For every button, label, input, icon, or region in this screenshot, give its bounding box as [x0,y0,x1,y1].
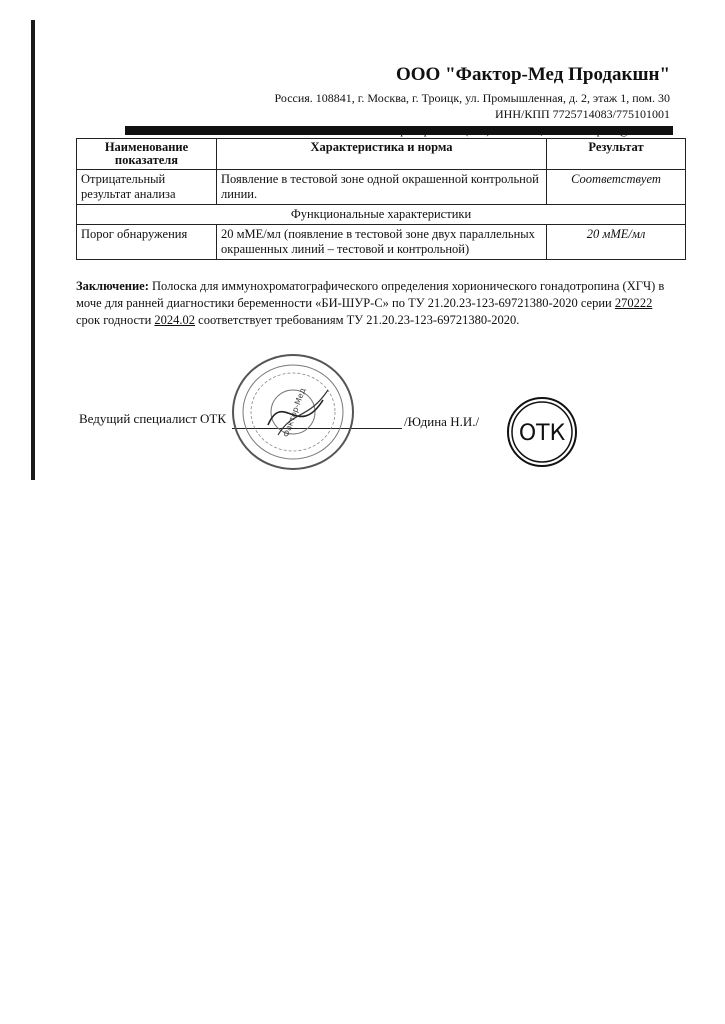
spec-table [76,138,686,260]
row-norm: 20 мМЕ/мл (появление в тестовой зоне двух параллельных окрашенных линий – тестовой и контрольной) [217,225,547,260]
otk-stamp [506,396,578,468]
group-title: Функциональные характеристики [77,205,686,225]
scan-edge-bar [31,20,35,480]
row-result: 20 мМЕ/мл [547,225,686,260]
signature-label: Ведущий специалист ОТК [79,411,226,426]
table-group-row [77,205,686,225]
table-row [77,170,686,205]
row-parameter: Порог обнаружения [77,225,217,260]
table-header-row [77,139,686,170]
conclusion-text: соответствует требованиям ТУ 21.20.23-123-69721380-2020. [195,313,520,327]
round-seal-stamp [228,350,358,475]
conclusion-paragraph [76,278,672,329]
row-result: Соответствует [547,170,686,205]
header-norm: Характеристика и норма [217,139,547,170]
conclusion-text: Полоска для иммунохроматографического определения хорионического гонадотропина (ХГЧ) в моче для ранней диагностики беременности «БИ-ШУР-С» по ТУ 21.20.23-123-69721380-2020 серии [76,279,665,310]
otk-stamp-label: ОТК [518,421,566,446]
header-parameter: Наименование показателя [77,139,217,170]
table-row [77,225,686,260]
company-address: Россия. 108841, г. Москва, г. Троицк, ул. Промышленная, д. 2, этаж 1, пом. 30 [274,91,670,105]
header-divider [125,126,673,135]
series-number: 270222 [614,296,653,310]
company-name: ООО "Фактор-Мед Продакшн" [396,64,670,85]
row-parameter: Отрицательный результат анализа [77,170,217,205]
signature-name: /Юдина Н.И./ [404,414,480,429]
row-norm: Появление в тестовой зоне одной окрашенной контрольной линии. [217,170,547,205]
conclusion-text: срок годности [76,313,155,327]
svg-text:Фактор-Мед: Фактор-Мед [281,386,308,439]
expiry-date: 2024.02 [154,313,196,327]
header-result: Результат [547,139,686,170]
company-inn: ИНН/КПП 7725714083/775101001 [494,107,670,121]
conclusion-label: Заключение: [76,279,149,293]
